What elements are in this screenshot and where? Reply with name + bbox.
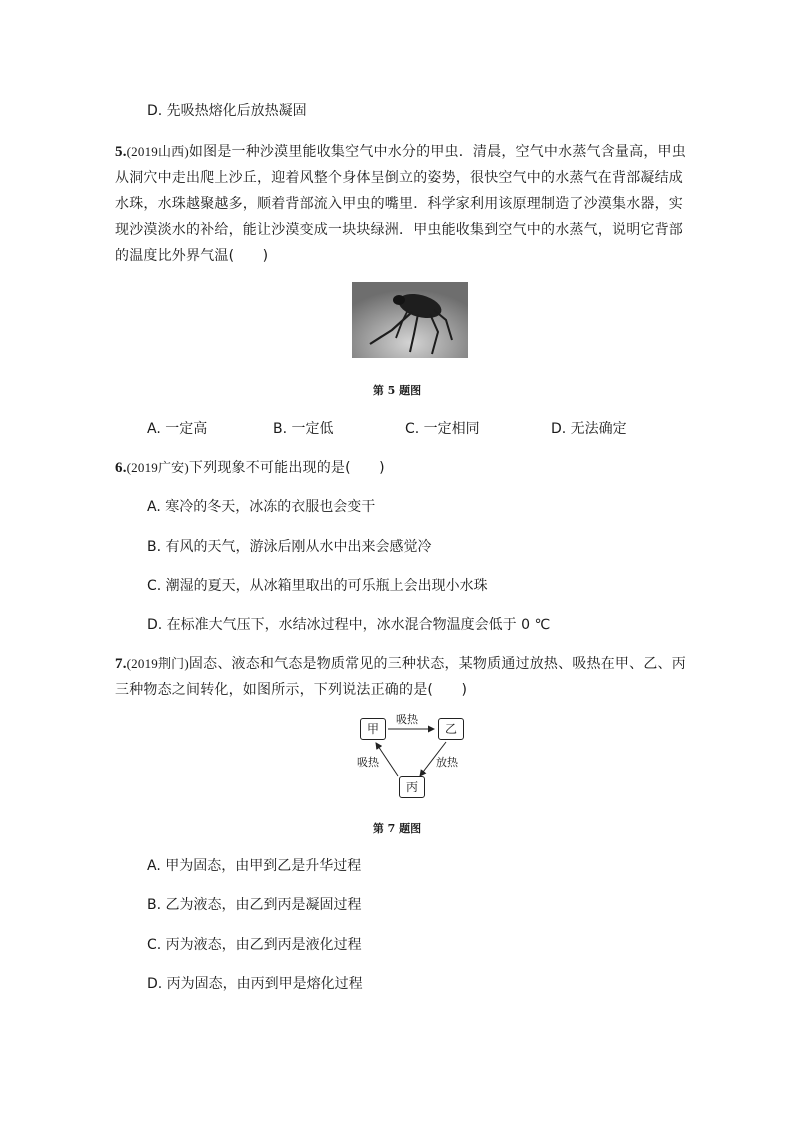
q5-stem-block: [115, 139, 695, 269]
q5-option-b: B. 一定低: [273, 421, 334, 437]
q6-option-a: A. 寒冷的冬天，冰冻的衣服也会变干: [147, 499, 376, 515]
label-b-to-c: 放热: [436, 756, 458, 769]
q5-figure-caption: 第 5 题图: [372, 384, 422, 397]
q6-stem-block: [115, 455, 695, 481]
q6-stem: 下列现象不可能出现的是( ): [188, 460, 385, 476]
q7-option-b: B. 乙为液态，由乙到丙是凝固过程: [147, 897, 362, 913]
beetle-image: [352, 282, 468, 358]
arrow-c-to-a: [376, 743, 398, 776]
q5-option-d: D. 无法确定: [551, 421, 627, 437]
label-a-to-b: 吸热: [396, 713, 418, 726]
q5-option-a: A. 一定高: [147, 421, 208, 437]
q6-option-d: D. 在标准大气压下，水结冰过程中，冰水混合物温度会低于 0 ℃: [147, 617, 551, 633]
q7-stem-block: [115, 651, 695, 703]
q7-number: 7.: [115, 656, 127, 672]
node-yi: 乙: [438, 718, 464, 740]
q5-source: (2019山西): [126, 144, 189, 159]
q5-option-c: C. 一定相同: [405, 421, 480, 437]
label-c-to-a: 吸热: [357, 756, 379, 769]
q6-option-c: C. 潮湿的夏天，从冰箱里取出的可乐瓶上会出现小水珠: [147, 578, 488, 594]
q6-source: (2019广安): [126, 460, 189, 475]
q7-option-a: A. 甲为固态，由甲到乙是升华过程: [147, 858, 362, 874]
beetle-photo: [352, 282, 468, 358]
q7-option-d: D. 丙为固态，由丙到甲是熔化过程: [147, 976, 363, 992]
q5-stem: 如图是一种沙漠里能收集空气中水分的甲虫．清晨，空气中水蒸气含量高，甲虫从洞穴中走出爬上沙丘，迎着风整个身体呈倒立的姿势，很快空气中的水蒸气在背部凝结成水珠，水珠越聚越多，顺着背部流入甲虫的嘴里．科学家利用该原理制造了沙漠集水器，实现沙漠淡水的补给，能让沙漠变成一块块绿洲．甲虫能收集到空气中的水蒸气，说明它背部的温度比外界气温( ): [115, 144, 686, 264]
q4-option-d: D. 先吸热熔化后放热凝固: [147, 103, 307, 119]
node-bing: 丙: [399, 776, 425, 798]
state-diagram: [350, 712, 470, 804]
q6-number: 6.: [115, 460, 127, 476]
q5-number: 5.: [115, 144, 127, 160]
q6-option-b: B. 有风的天气，游泳后刚从水中出来会感觉冷: [147, 539, 432, 555]
q7-option-c: C. 丙为液态，由乙到丙是液化过程: [147, 937, 362, 953]
q7-figure-caption: 第 7 题图: [372, 822, 422, 835]
q7-source: (2019荆门): [126, 656, 189, 671]
node-jia: 甲: [360, 718, 386, 740]
q7-stem: 固态、液态和气态是物质常见的三种状态，某物质通过放热、吸热在甲、乙、丙三种物态之间转化，如图所示，下列说法正确的是( ): [115, 656, 686, 698]
